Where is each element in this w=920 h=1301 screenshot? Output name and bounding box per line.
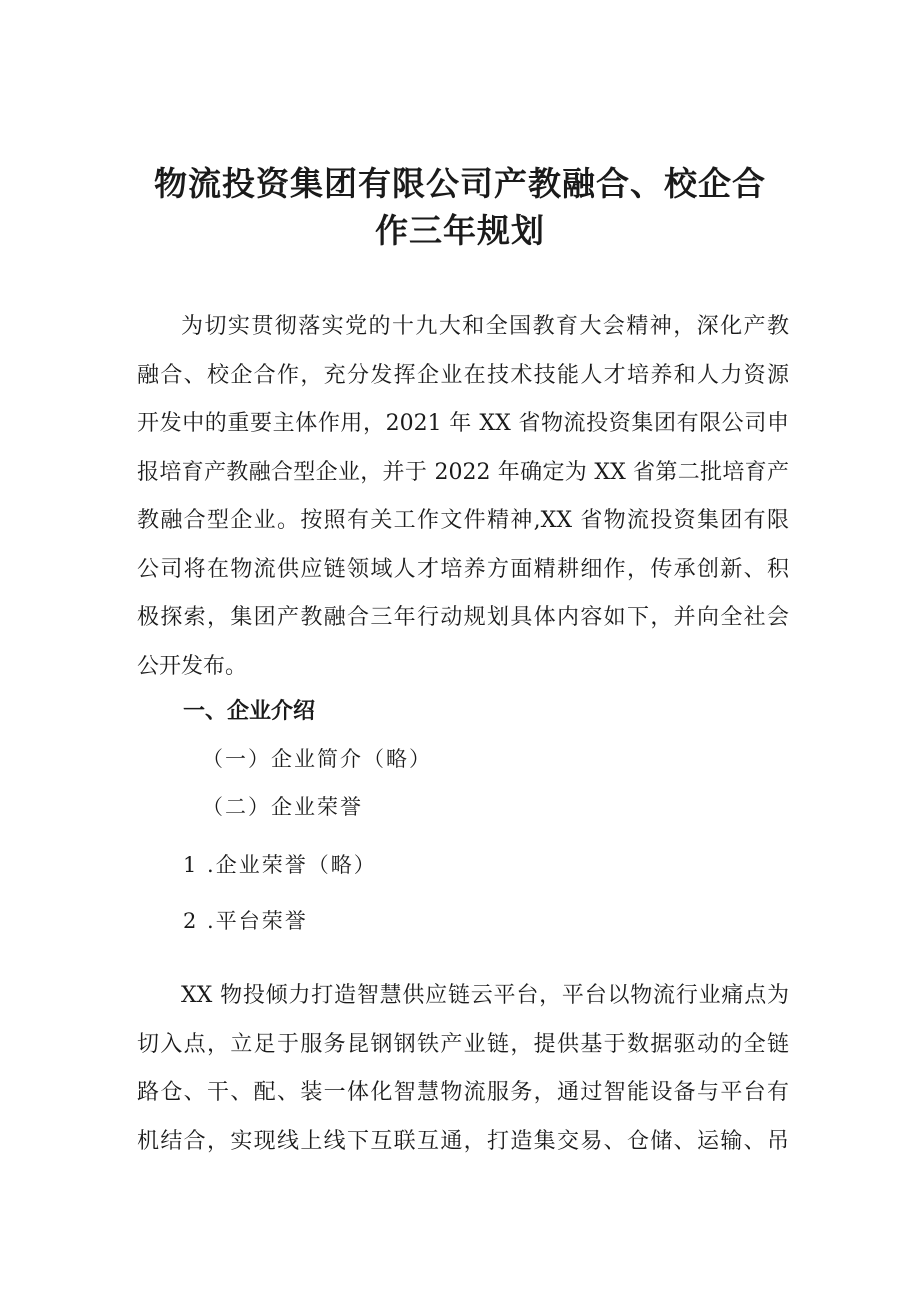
paragraph-line: 融合、校企合作，充分发挥企业在技术技能人才培养和人力资源 [137, 362, 789, 388]
subsection-company-profile: （一）企业简介（略） [202, 747, 432, 771]
document-title-line-1: 物流投资集团有限公司产教融合、校企合 [154, 164, 766, 203]
paragraph-line: 极探索，集团产教融合三年行动规划具体内容如下，并向全社会 [137, 605, 789, 630]
paragraph-line: 机结合，实现线上线下互联互通，打造集交易、仓储、运输、吊 [137, 1128, 789, 1154]
item-platform-honors: 2 .平台荣誉 [183, 909, 308, 933]
paragraph-line: 路仓、干、配、装一体化智慧物流服务，通过智能设备与平台有 [137, 1080, 789, 1105]
paragraph-line: 教融合型企业。按照有关工作文件精神,XX 省物流投资集团有限 [137, 508, 790, 533]
paragraph-line: XX 物投倾力打造智慧供应链云平台，平台以物流行业痛点为 [181, 983, 789, 1008]
subsection-company-honors: （二）企业荣誉 [202, 795, 363, 819]
paragraph-line: 切入点，立足于服务昆钢钢铁产业链，提供基于数据驱动的全链 [137, 1031, 789, 1057]
paragraph-line: 公开发布。 [137, 653, 248, 679]
paragraph-line: 开发中的重要主体作用，2021 年 XX 省物流投资集团有限公司申 [137, 411, 789, 436]
document-title-line-2: 作三年规划 [375, 211, 545, 250]
section-heading-company-intro: 一、企业介绍 [183, 699, 316, 724]
item-company-honors: 1 .企业荣誉（略） [183, 853, 377, 877]
intro-paragraph [137, 303, 789, 691]
paragraph-line: 公司将在物流供应链领域人才培养方面精耕细作，传承创新、积 [137, 556, 789, 582]
paragraph-line: 报培育产教融合型企业，并于 2022 年确定为 XX 省第二批培育产 [137, 459, 789, 485]
platform-paragraph [137, 972, 789, 1166]
paragraph-line: 为切实贯彻落实党的十九大和全国教育大会精神，深化产教 [181, 314, 789, 339]
